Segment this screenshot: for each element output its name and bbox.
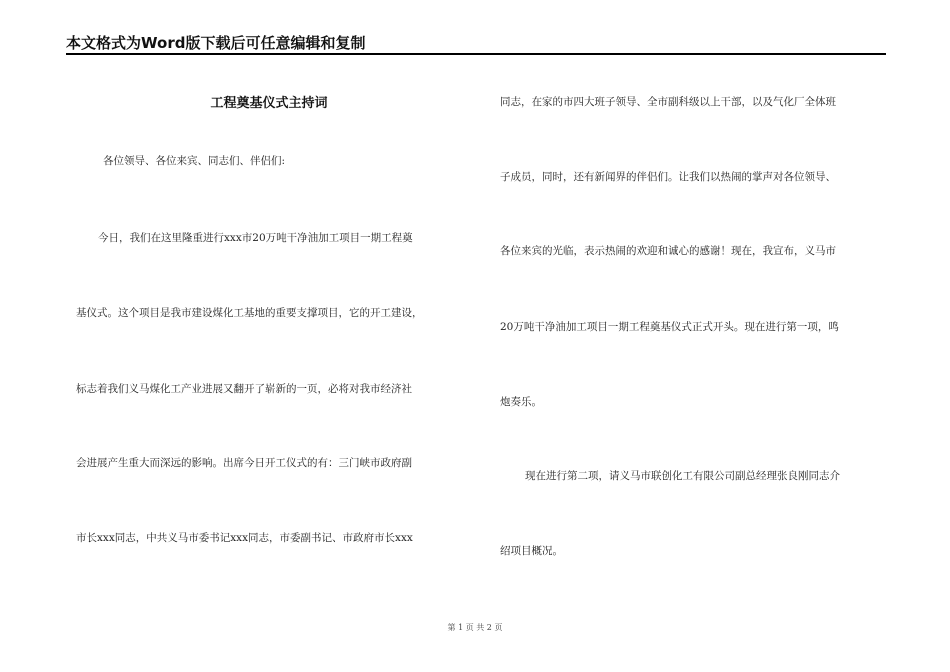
- paragraph-line: 市长xxx同志，中共义马市委书记xxx同志，市委副书记、市政府市长xxx: [76, 532, 413, 544]
- page-number: 第 1 页 共 2 页: [447, 623, 503, 632]
- header-rule: [66, 53, 886, 55]
- document-banner: 本文格式为Word版下载后可任意编辑和复制: [66, 34, 366, 52]
- paragraph-line: 会进展产生重大而深远的影响。出席今日开工仪式的有：三门峡市政府副: [76, 457, 412, 469]
- paragraph-line: 各位领导、各位来宾、同志们、伴侣们:: [103, 155, 286, 167]
- paragraph-line: 20万吨干净油加工项目一期工程奠基仪式正式开头。现在进行第一项，鸣: [500, 321, 839, 333]
- document-title: 工程奠基仪式主持词: [210, 96, 328, 111]
- paragraph-line: 各位来宾的光临，表示热闹的欢迎和诚心的感谢！现在，我宣布，义马市: [500, 245, 836, 257]
- paragraph-line: 同志，在家的市四大班子领导、全市副科级以上干部，以及气化厂全体班: [500, 96, 836, 108]
- paragraph-line: 绍项目概况。: [500, 545, 563, 557]
- paragraph-line: 现在进行第二项，请义马市联创化工有限公司副总经理张良刚同志介: [525, 470, 840, 482]
- paragraph-line: 基仪式。这个项目是我市建设煤化工基地的重要支撑项目，它的开工建设，: [76, 307, 423, 319]
- paragraph-line: 今日，我们在这里隆重进行xxx市20万吨干净油加工项目一期工程奠: [98, 232, 413, 244]
- paragraph-line: 子成员，同时，还有新闻界的伴侣们。让我们以热闹的掌声对各位领导、: [500, 171, 836, 183]
- paragraph-line: 标志着我们义马煤化工产业进展又翻开了崭新的一页，必将对我市经济社: [76, 383, 412, 395]
- paragraph-line: 炮奏乐。: [500, 396, 542, 408]
